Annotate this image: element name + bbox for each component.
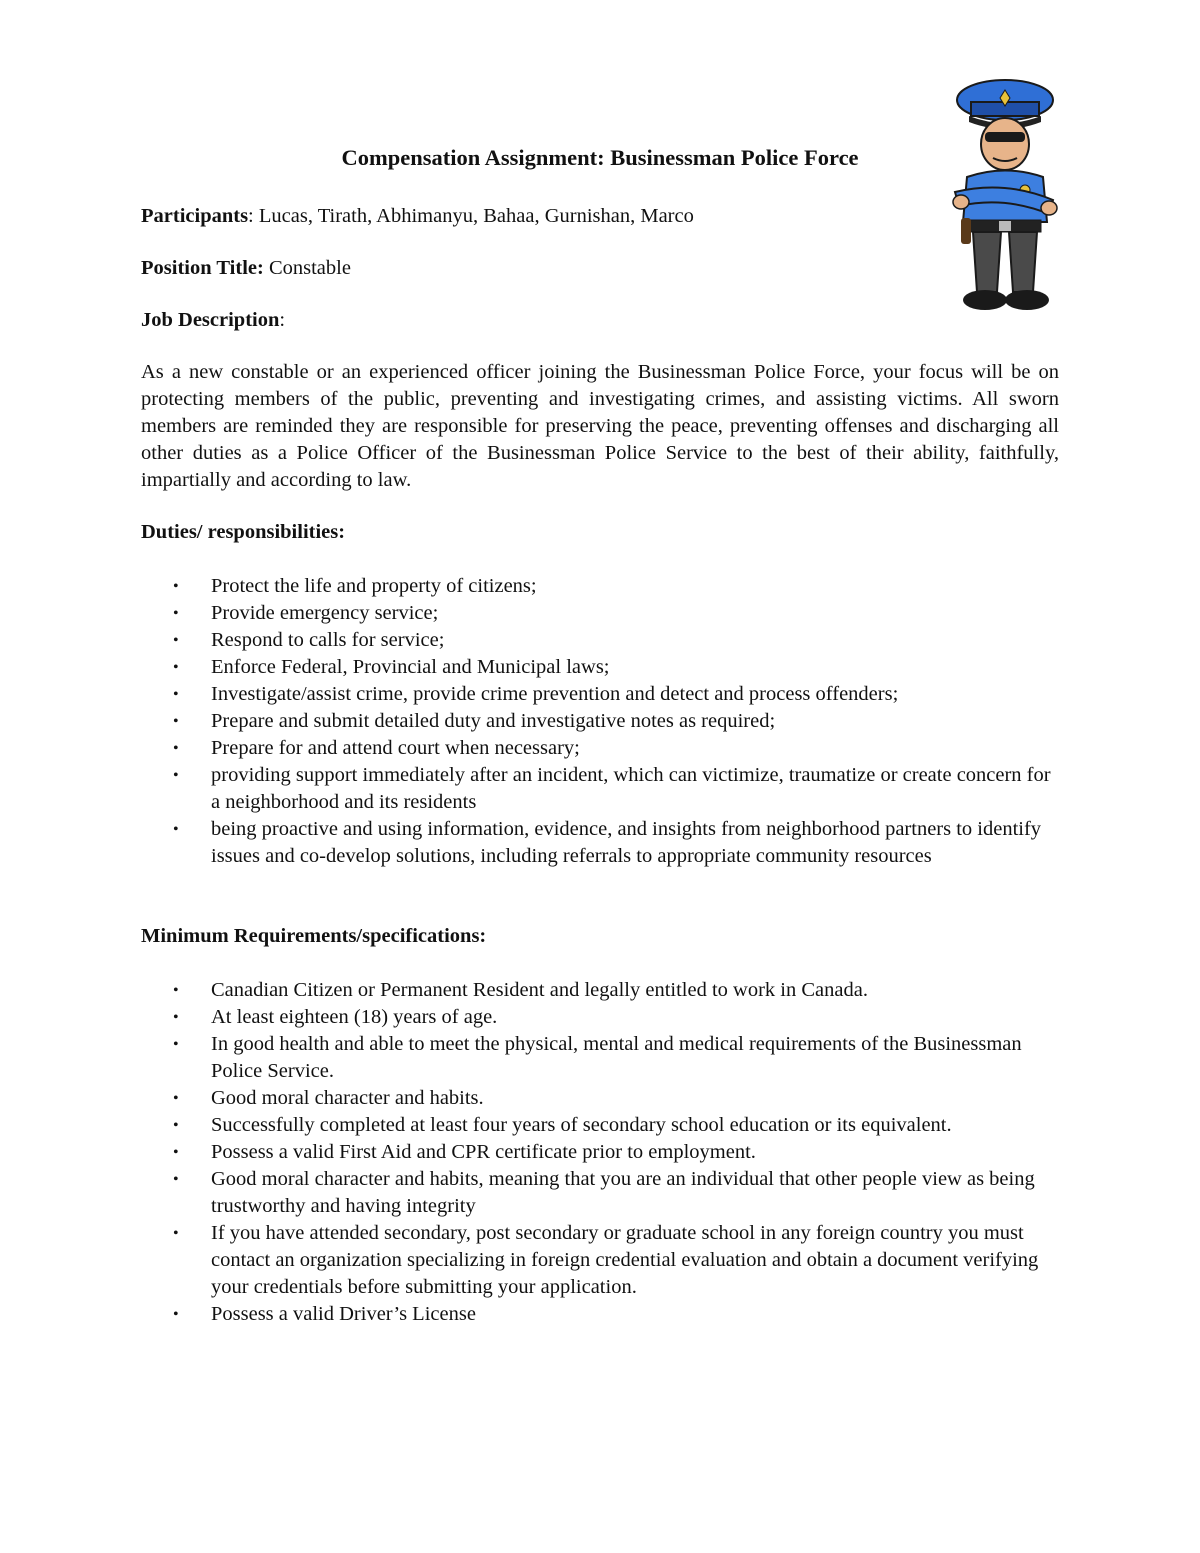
document-body xyxy=(141,138,1059,1328)
list-item: • Provide emergency service; xyxy=(141,600,1059,627)
list-item: • At least eighteen (18) years of age. xyxy=(141,1004,1059,1031)
list-item: • Prepare for and attend court when necessary; xyxy=(141,735,1059,762)
list-item: • In good health and able to meet the physical, mental and medical requirements of the Businessman Police Service. xyxy=(173,1033,1022,1082)
participants-line xyxy=(141,203,1059,230)
list-item: • Enforce Federal, Provincial and Municipal laws; xyxy=(141,654,1059,681)
list-item: • Respond to calls for service; xyxy=(141,627,1059,654)
position-title-value: Constable xyxy=(263,257,351,279)
bullet-icon: • xyxy=(173,1117,179,1134)
list-item: • Possess a valid First Aid and CPR certificate prior to employment. xyxy=(141,1139,1059,1166)
bullet-icon: • xyxy=(173,1036,179,1053)
position-title-line xyxy=(141,255,1059,282)
list-item: • Canadian Citizen or Permanent Resident and legally entitled to work in Canada. xyxy=(141,977,1059,1004)
bullet-icon: • xyxy=(173,821,179,838)
position-title-label: Position Title: xyxy=(141,257,264,279)
bullet-icon: • xyxy=(173,982,179,999)
bullet-icon: • xyxy=(173,740,179,757)
bullet-icon: • xyxy=(173,605,179,622)
bullet-icon: • xyxy=(173,659,179,676)
bullet-icon: • xyxy=(173,1144,179,1161)
list-item: • Possess a valid Driver’s License xyxy=(141,1301,1059,1328)
job-description-label: Job Description xyxy=(141,309,280,331)
duties-list xyxy=(141,573,1059,870)
bullet-icon: • xyxy=(173,686,179,703)
bullet-icon: • xyxy=(173,1090,179,1107)
bullet-icon: • xyxy=(173,767,179,784)
job-description-colon: : xyxy=(279,309,286,331)
bullet-icon: • xyxy=(173,713,179,730)
list-item: • Protect the life and property of citizens; xyxy=(141,573,1059,600)
list-item: • Good moral character and habits, meaning that you are an individual that other people view as being trustworthy and having integrity xyxy=(173,1168,1035,1217)
job-description-heading xyxy=(141,307,1059,334)
bullet-icon: • xyxy=(173,632,179,649)
job-description-text: As a new constable or an experienced officer joining the Businessman Police Force, your focus will be on protecting members of the public, preventing and investigating crimes, and assisting victims. All sworn members are reminded they are responsible for preserving the peace, preventing offenses and discharging all other duties as a Police Officer of the Businessman Police Service to the best of their ability, faithfully, impartially and according to law. xyxy=(141,361,1059,491)
bullet-icon: • xyxy=(173,578,179,595)
participants-value: : Lucas, Tirath, Abhimanyu, Bahaa, Gurnishan, Marco xyxy=(248,205,694,227)
bullet-icon: • xyxy=(173,1225,179,1242)
list-item: • If you have attended secondary, post secondary or graduate school in any foreign country you must contact an organization specializing in foreign credential evaluation and obtain a document verifying your credentials before submitting your application. xyxy=(173,1222,1039,1298)
list-item: • Investigate/assist crime, provide crime prevention and detect and process offenders; xyxy=(141,681,1059,708)
requirements-heading: Minimum Requirements/specifications: xyxy=(141,925,487,947)
bullet-icon: • xyxy=(173,1306,179,1323)
list-item: • Good moral character and habits. xyxy=(141,1085,1059,1112)
requirements-list xyxy=(141,977,1059,1328)
list-item: • Prepare and submit detailed duty and investigative notes as required; xyxy=(141,708,1059,735)
bullet-icon: • xyxy=(173,1009,179,1026)
list-item: • being proactive and using information, evidence, and insights from neighborhood partners to identify issues and co-develop solutions, including referrals to appropriate community resources xyxy=(173,818,1042,867)
duties-heading: Duties/ responsibilities: xyxy=(141,521,346,543)
list-item: • Successfully completed at least four years of secondary school education or its equivalent. xyxy=(141,1112,1059,1139)
list-item: • providing support immediately after an incident, which can victimize, traumatize or create concern for a neighborhood and its residents xyxy=(173,764,1051,813)
document-title: Compensation Assignment: Businessman Police Force xyxy=(341,145,859,170)
bullet-icon: • xyxy=(173,1171,179,1188)
participants-label: Participants xyxy=(141,205,249,227)
